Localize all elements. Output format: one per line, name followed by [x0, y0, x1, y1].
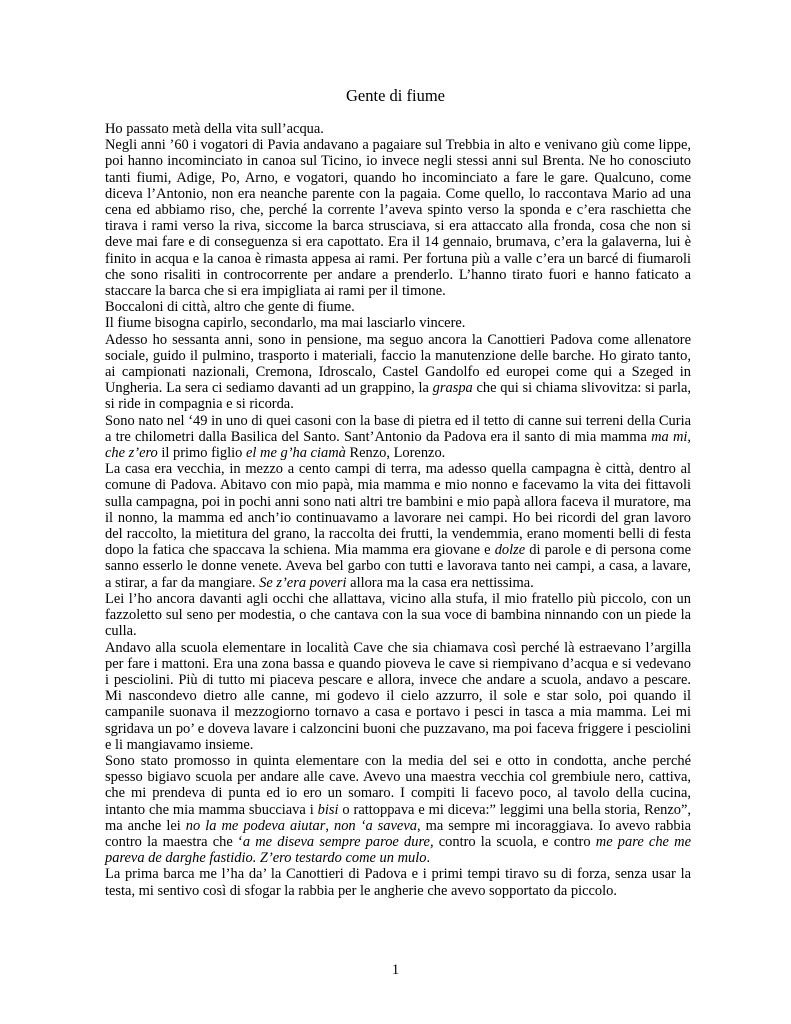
italic-text: ma mi, che z’ero [105, 428, 691, 462]
text-run: , contro la scuola, e contro [429, 833, 596, 850]
text-run: allora ma la casa era nettissima. [346, 574, 534, 591]
text-run: Il fiume bisogna capirlo, secondarlo, ma mai lasciarlo vincere. [105, 315, 466, 332]
paragraph [105, 332, 691, 413]
paragraph [105, 866, 691, 898]
text-run: Boccaloni di città, altro che gente di fiume. [105, 299, 355, 316]
text-run: , ma sempre mi incoraggiava. Io avevo rabbia contro la maestra che ‘ [105, 817, 691, 850]
text-run: Ho passato metà della vita sull’acqua. [105, 121, 324, 137]
italic-text: graspa [432, 380, 473, 397]
document-body [105, 121, 691, 899]
italic-text: el me g’ha ciamà [246, 445, 346, 462]
text-run: Negli anni ’60 i vogatori di Pavia andavano a pagaiare sul Trebbia in alto e venivano giù come lippe, poi hanno incominciato in canoa sul Ticino, io invece negli stessi anni sul Brenta. Ne ho conosciuto tanti fiumi, Adige, Po, Arno, e vogatori, quando ho incominciato a fare le gare. Qualcuno, come diceva l’Antonio, non era neanche parente con la pagaia. Come quello, lo raccontava Mario ad una cena ed abbiamo riso, che, perché la corrente l’aveva spinto verso la sponda e c’era raschietta che tirava i rami verso la riva, siccome la barca strusciava, si era attaccato alla fronda, cosa che non si deve mai fare e di conseguenza si era capottato. Era il 14 gennaio, brumava, c’era la galaverna, lui è finito in acqua e la canoa è rimasta appesa ai rami. Per fortuna più a valle c’era un barcé di fiumaroli che sono risaliti in controcorrente per andare a prenderlo. L’hanno tirato fuori e hanno faticato a staccare la barca che si era impigliata ai rami per il timone. [105, 137, 691, 300]
text-run: La prima barca me l’ha da’ la Canottieri di Padova e i primi tempi tiravo su di forza, senza usar la testa, mi sentivo così di sfogar la rabbia per le angherie che avevo sopportato da piccolo. [105, 866, 691, 899]
italic-text: no la me podeva aiutar [185, 817, 326, 834]
italic-text: non ‘a saveva [333, 817, 417, 834]
paragraph [105, 413, 691, 462]
italic-text: me pare che me pareva de darghe fastidio. Z’ero testardo come un mulo [105, 833, 691, 867]
text-run: Andavo alla scuola elementare in località Cave che sia chiamava così perché là estraevano l’argilla per fare i mattoni. Era una zona bassa e quando pioveva le cave si riempivano d’acqua e si vedevano i pesciolini. Più di tutto mi piaceva pescare e allora, invece che andare a scuola, andavo a pescare. Mi nascondevo dietro alle canne, mi godevo il cielo azzurro, il sole e star solo, poi quando il campanile suonava il mezzogiorno tornavo a casa e portavo i pesci in tasca a mia mamma. Lei mi sgridava un po’ e doveva lavare i calzoncini buoni che puzzavano, ma poi faceva friggere i pesciolini e li mangiavamo insieme. [105, 639, 691, 753]
text-run: che qui si chiama slivovitza: si parla, si ride in compagnia e si ricorda. [105, 380, 691, 413]
text-run: o rattoppava e mi diceva:” leggimi una bella storia, Renzo”, ma anche lei [105, 801, 691, 834]
text-run: di parole e di persona come sanno esserlo le donne venete. Aveva bel garbo con tutti e lavorava tanto nei campi, a casa, a lavare, a stirar, a far da mangiare. [105, 542, 691, 591]
italic-text: a me diseva sempre paroe dure [242, 833, 430, 850]
document-title: Gente di fiume [346, 86, 445, 105]
italic-text: dolze [494, 542, 526, 559]
text-run: , [325, 817, 334, 834]
text-run: . [426, 850, 431, 867]
paragraph [105, 315, 691, 331]
paragraph [105, 121, 691, 137]
text-run: Sono nato nel ‘49 in uno di quei casoni con la base di pietra ed il tetto di canne sui terreni della Curia a tre chilometri dalla Basilica del Santo. Sant’Antonio da Padova era il santo di mia mamma [105, 412, 691, 445]
text-run: Lei l’ho ancora davanti agli occhi che allattava, vicino alla stufa, il mio fratello più piccolo, con un fazzoletto sul seno per modestia, o che cantava con la sua voce di bambina ninnando con un piede la culla. [105, 590, 691, 640]
text-run: il primo figlio [157, 445, 247, 462]
italic-text: Se z’era poveri [259, 574, 347, 591]
paragraph [105, 753, 691, 866]
text-run: Sono stato promosso in quinta elementare con la media del sei e otto in condotta, anche perché spesso bigiavo scuola per andare alle cave. Avevo una maestra vecchia col grembiule nero, cattiva, che mi prendeva di punta ed io ero un somaro. I compiti li facevo poco, al tavolo della cucina, intanto che mia mamma sbucciava i [105, 752, 691, 818]
paragraph [105, 640, 691, 753]
paragraph [105, 591, 691, 640]
text-run: Renzo, Lorenzo. [345, 445, 446, 462]
paragraph [105, 461, 691, 591]
paragraph [105, 299, 691, 315]
italic-text: bisi [317, 801, 339, 818]
text-run: Adesso ho sessanta anni, sono in pensione, ma seguo ancora la Canottieri Padova come allenatore sociale, guido il pulmino, trasporto i materiali, faccio la manutenzione delle barche. Ho girato tanto, ai campionati nazionali, Cremona, Idroscalo, Castel Gandolfo ed europei come qui a Szeged in Ungheria. La sera ci sediamo davanti ad un grappino, la [105, 331, 691, 397]
paragraph [105, 137, 691, 299]
text-run: La casa era vecchia, in mezzo a cento campi di terra, ma adesso quella campagna è città, dentro al comune di Padova. Abitavo con mio papà, mia mamma e mio nonno e facevamo la vita dei fittavoli sulla campagna, poi in pochi anni sono nati altri tre bambini e mio papà allora faceva il muratore, ma il nonno, la mamma ed anch’io continuavamo a lavorare nei campi. Ho bei ricordi del gran lavoro del raccolto, la mietitura del grano, la raccolta dei frutti, la vendemmia, erano momenti belli di festa dopo la fatica che spaccava la schiena. Mia mamma era giovane e [105, 461, 691, 559]
page-number: 1 [391, 962, 400, 978]
